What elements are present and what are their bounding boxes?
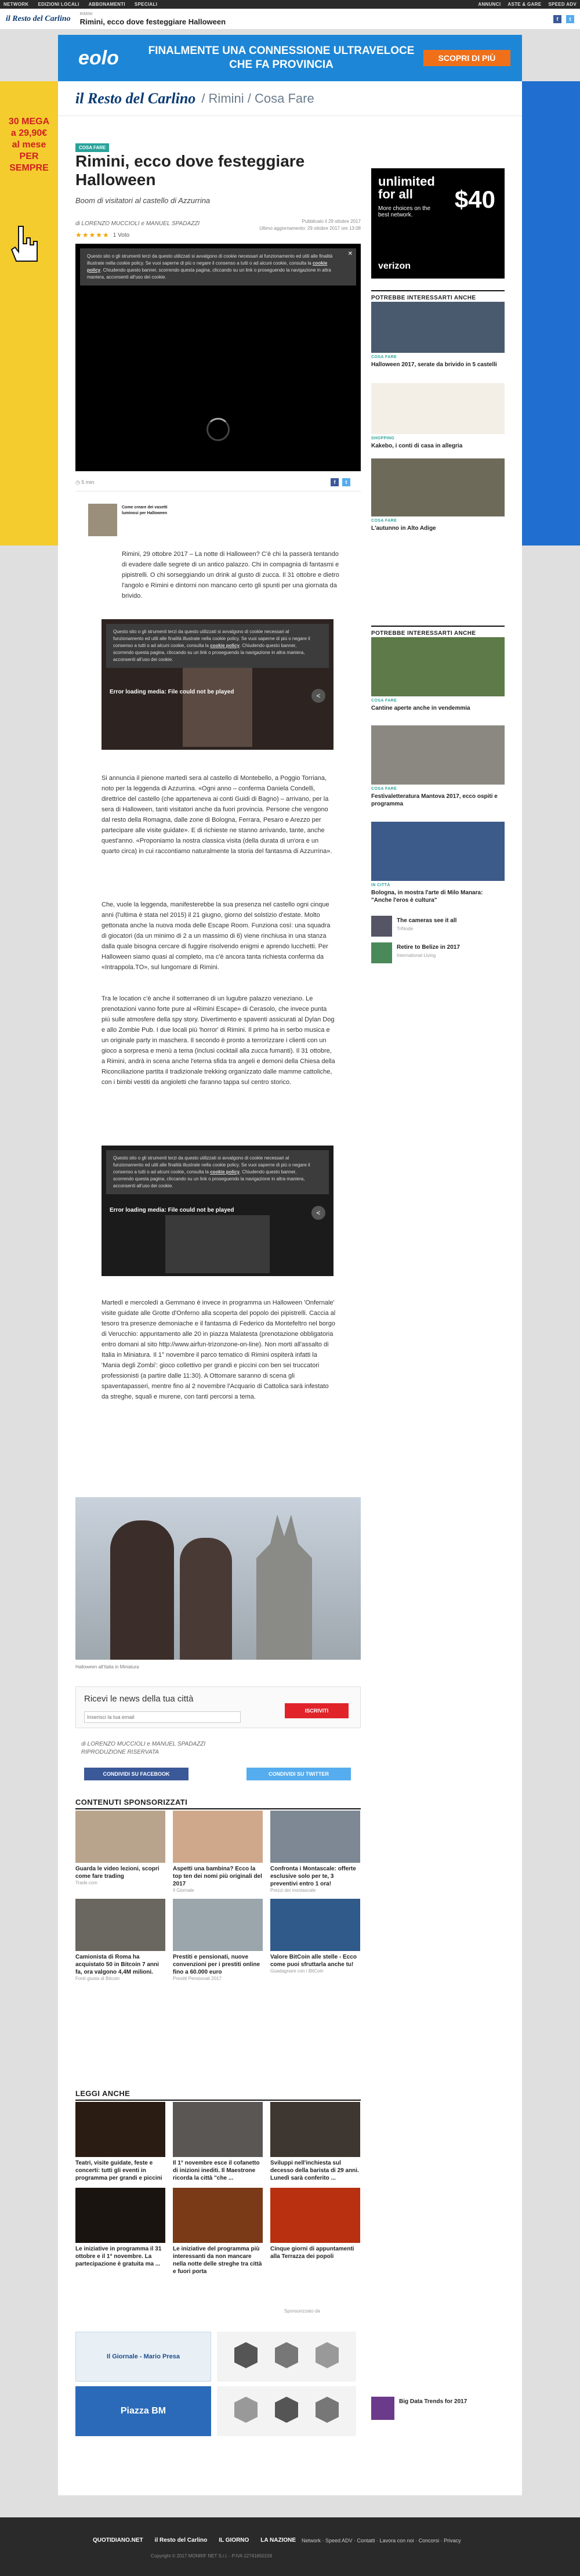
site-logo[interactable]: il Resto del Carlino [75,89,196,107]
sponsored-card[interactable]: Aspetti una bambina? Ecco la top ten dei nomi più originali del 2017 Il Giornale [173,1811,263,1893]
net-item[interactable]: NETWORK [3,2,29,7]
article-authors: di LORENZO MUCCIOLI e MANUEL SPADAZZI [75,221,200,227]
newsletter-email-input[interactable] [84,1711,241,1723]
photo-cathedral [249,1515,319,1660]
sponsored-card[interactable]: Confronta i Montascale: offerte esclusive solo per te, 3 preventivi entro 1 ora! Prezzi dei montascale [270,1811,360,1893]
topbar-title: Rimini, ecco dove festeggiare Halloween [79,17,226,26]
rating-stars[interactable]: ★★★★★ [75,231,110,239]
network-bar [0,0,580,9]
sponsored-card[interactable]: Valore BitCoin alle stelle - Ecco come puoi sfruttarla anche tu! Guadagnare con i BitCoin [270,1899,360,1981]
paragraph-5: Martedì e mercoledì a Gemmano è invece in programma un Halloween 'Onfernale' visite guidate alle Grotte d'Onferno alla scoperta del popolo dei pipistrelli. Caccia al tesoro tra presenze demoniache e il fantasma di Federico da Montefeltro nel borgo di Verucchio: appuntamento alle 20 in piazza Malatesta (prenotazione obbligatoria entro domani al sito http://www.airfun-trizonzone-on-line). Non morti all'assalto di Italia in Miniatura. Il 1° novembre il parco tematico di Rimini ospiterà infatti la 'Mania degli Zombi': gioco collettivo per grandi e piccini con ben sei truccatori professionisti (a partire dalle 11:30). A Ottomare saranno di scena gli spaventapasseri, mentre fino al 2 novembre l'Acquario di Cattolica sarà infestato da streghe, squali e murene, con tanti percorsi a tema. [102,1299,336,1400]
skin-ad-right[interactable] [522,81,580,545]
sidebar-item-title[interactable]: Bologna, in mostra l'arte di Milo Manara: "Anche l'eros è cultura" [371,890,483,904]
divider [75,491,361,492]
banner-brand: eolo [78,46,119,69]
net-item[interactable]: ASTE & GARE [507,2,542,7]
sponsored-card[interactable]: Guarda le video lezioni, scopri come fare trading Trade.com [75,1811,165,1893]
sidebar-item-title[interactable]: Kakebo, i conti di casa in allegria [371,443,463,449]
footer-links[interactable]: Network · Speed ADV · Contatti · Lavora con noi · Concorsi · Privacy [302,2538,461,2544]
read-also-card[interactable]: Sviluppi nell'inchiesta sul decesso della barista di 29 anni. Lunedì sarà conferito ... [270,2102,360,2182]
paragraph-2: Si annuncia il pienone martedì sera al castello di Montebello, a Poggio Torriana, noto per la leggenda di Azzurrina. «Ogni anno – conferma Daniela Condelli, direttrice del castello (che apparteneva ai conti Guidi di Bagno) – arrivano, per la sera di Halloween, tanti visitatori anche da fuori provincia. Persone che vengono dal resto della Romagna, dalle zone di Bologna, Ferrara, Pesaro e Arezzo per partecipare alle visite guidate». E di richieste ne stanno arrivando, tante, anche quest'anno. «Proponiamo la nostra classica visita (della durata di un'ora e un quarto circa) in cui raccontiamo naturalmente la storia del fantasma di Azzurrina». [102,775,332,855]
sidebar-ad-verizon[interactable]: unlimited for all More choices on the best network. $40 verizon [371,168,505,279]
net-item[interactable]: SPECIALI [134,2,158,7]
skin-left-price: 30 MEGA a 29,90€ al mese PER SEMPRE [8,117,50,173]
published-date: Pubblicato il 29 ottobre 2017 [302,219,361,224]
net-item[interactable]: ABBONAMENTI [88,2,125,7]
video-error: Error loading media: File could not be played [110,689,234,695]
footer-brand[interactable]: LA NAZIONE [260,2537,296,2544]
bottom-ad-3-thumb[interactable] [371,2397,394,2420]
net-item[interactable]: SPEED ADV [548,2,577,7]
read-also-card[interactable]: Le iniziative del programma più interessanti da non mancare nella notte delle streghe tra città e fuori porta [173,2188,263,2275]
share-icon[interactable]: < [311,1206,325,1220]
sidebar-item-cat: COSA FARE [371,699,397,703]
article-subtitle: Boom di visitatori al castello di Azzurrina [75,196,211,205]
net-item[interactable]: ANNUNCI [478,2,501,7]
section-breadcrumb[interactable]: / Rimini / Cosa Fare [201,91,314,106]
sidebar-item-title[interactable]: Halloween 2017, serate da brivido in 5 castelli [371,362,497,368]
paragraph-3: Che, vuole la leggenda, manifesterebbe la sua presenza nel castello ogni cinque anni (l'ultima è stata nel 2015) il 21 giugno, giorno del solstizio d'estate. Molto gettonata anche la nuova moda delle Escape Room. Funziona così: una squadra di giocatori (da un minimo di 2 a un massimo di 6) viene rinchiusa in una stanza dalla quale bisogna cercare di fuggire risolvendo enigmi e aprendo lucchetti. Per Halloween siamo quasi al completo, ma c'è ancora tanta richiesta conferma da «Intrappola.TO», sul lungomare di Rimini. [102,901,331,971]
bottom-ad-2[interactable]: Piazza BM [75,2386,211,2436]
net-item[interactable]: EDIZIONI LOCALI [38,2,79,7]
main-video-player[interactable] [75,244,361,471]
hand-cursor-icon [7,221,42,267]
sidebar-item-cat: SHOPPING [371,436,395,440]
sidebar-thumb[interactable] [371,458,505,516]
cookie-policy-link[interactable]: cookie policy [87,261,328,273]
share-facebook-icon[interactable]: f [331,478,339,486]
article-photo[interactable] [75,1497,361,1660]
footer-copyright: Copyright © 2017 MONRIF NET S.r.l. - P.IVA 12741650159 [151,2553,273,2559]
sidebar-ad-thumb[interactable] [371,916,392,937]
sidebar-section-1: POTREBBE INTERESSARTI ANCHE [371,290,505,301]
photo-person [110,1520,174,1660]
sponsored-by: Sponsorizzato da [284,2308,320,2314]
bottom-ad-pattern[interactable] [217,2386,356,2436]
share-facebook-button[interactable]: CONDIVIDI SU FACEBOOK [84,1768,188,1780]
video-frame [165,1215,270,1273]
sidebar-section-2: POTREBBE INTERESSARTI ANCHE [371,626,505,637]
close-icon[interactable]: ✕ [347,251,353,257]
footer-brand[interactable]: il Resto del Carlino [154,2537,208,2544]
share-icon[interactable]: < [311,689,325,703]
facebook-icon[interactable]: f [553,15,561,23]
cookie-banner: Questo sito o gli strumenti terzi da questo utilizzati si avvalgono di cookie necessari al funzionamento ed utili alle finalità illustrate nella cookie policy. Se vuoi saperne di più o negare il consenso a tutti o ad alcuni cookie, consulta la cookie policy. Chiudendo questo banner, scorrendo questa pagina, cliccando su un link o proseguendo la navigazione in altra maniera, acconsenti all'uso dei cookie. ✕ [80,248,356,286]
reserved-notice: RIPRODUZIONE RISERVATA [81,1749,159,1755]
sponsored-card[interactable]: Camionista di Roma ha acquistato 50 in Bitcoin 7 anni fa, ora valgono 4,4M milioni. Fonti giusta di Bitcoin [75,1899,165,1981]
sidebar-item-title[interactable]: L'autunno in Alto Adige [371,525,436,532]
video-player-2[interactable]: Questo sito o gli strumenti terzi da questo utilizzati si avvalgono di cookie necessari al funzionamento ed utili alle finalità illustrate nella cookie policy. Se vuoi saperne di più o negare il consenso a tutti o ad alcuni cookie, consulta la cookie policy. Chiudendo questo banner, scorrendo questa pagina, cliccando su un link o proseguendo la navigazione in altra maniera, acconsenti all'uso dei cookie. Error loading media: File could not be played < [102,619,334,750]
read-also-title: LEGGI ANCHE [75,2089,361,2101]
sidebar-thumb[interactable] [371,302,505,353]
sidebar-ad-title[interactable]: Retire to Belize in 2017 [397,944,460,951]
updated-date: Ultimo aggiornamento: 29 ottobre 2017 ore 13:08 [259,226,361,231]
site-logo-small[interactable]: il Resto del Carlino [6,14,71,23]
sidebar-thumb[interactable] [371,637,505,696]
newsletter-box [75,1686,361,1728]
sponsored-title: CONTENUTI SPONSORIZZATI [75,1798,361,1809]
banner-cta-button[interactable]: SCOPRI DI PIÙ [423,50,510,66]
paragraph-1: Rimini, 29 ottobre 2017 – La notte di Halloween? C'è chi la passerà tentando di evadere dalle segrete di un antico palazzo. Chi in compagnia di fantasmi e pipistrelli. O chi sorseggiando un drink al gusto di zucca. Il 31 ottobre e dietro l'angolo e Rimini e dintorni non mancano certo gli spunti per una giornata da brivido. [122,551,339,599]
site-footer [0,2517,580,2576]
sidebar-thumb[interactable] [371,383,505,434]
subscribe-button[interactable]: ISCRIVITI [285,1703,349,1718]
category-tag[interactable]: COSA FARE [75,142,109,152]
sidebar-ad-source: International Living [397,953,436,958]
photo-caption: Halloween all'Italia in Miniatura [75,1664,139,1670]
read-also-card[interactable]: Teatri, visite guidate, feste e concerti: tutti gli eventi in programma per grandi e piccini [75,2102,165,2182]
article-footer-authors: di LORENZO MUCCIOLI e MANUEL SPADAZZI [81,1741,206,1747]
newsletter-title: Ricevi le news della tua città [84,1694,194,1704]
banner-message: FINALMENTE UNA CONNESSIONE ULTRAVELOCE CHE FA PROVINCIA [148,45,415,71]
bottom-ad-1[interactable]: Il Giornale - Mario Presa [75,2332,211,2382]
footer-brand[interactable]: QUOTIDIANO.NET [93,2537,143,2544]
top-banner-ad[interactable] [58,35,522,81]
sidebar-thumb[interactable] [371,725,505,785]
paragraph-4: Tra le location c'è anche il sotterraneo di un lugubre palazzo veneziano. Le prenotazioni vanno forte pure al «Rimini Escape» di Cerasolo, che invece punta più sulle atmosfere della spy story. Divertimento e spaventi assicurati al Dylan Dog e allo Zombie Pub. I due locali più 'horror' di Rimini. Il primo ha in serbo musica e un originale party in maschera. Il secondo è pronto a terrorizzare i clienti con un gioco a sorpresa e menù a tema (inclusi cocktail alla zucca fumanti). Il 31 ottobre, a Rimini, andrà in scena anche l'eterna sfida tra angeli e demoni della Chiesa della Riconciliazione partita il tradizionale trekking organizzato dalle mamme cattoliche, con i bimbi vestiti da angioletti che faranno tappa sul centro storico. [102,995,335,1086]
article-title: Rimini, ecco dove festeggiare Halloween [75,152,305,189]
sponsored-grid [75,1811,361,1981]
sidebar-item-title[interactable]: Cantine aperte anche in vendemmia [371,705,470,711]
votes-count: 1 Voto [113,232,130,239]
read-also-card[interactable]: Cinque giorni di appuntamenti alla Terrazza dei popoli [270,2188,360,2275]
sticky-topbar [0,9,580,30]
sidebar-thumb[interactable] [371,822,505,881]
share-twitter-icon[interactable]: t [342,478,350,486]
photo-person [180,1538,232,1660]
read-also-card[interactable]: Le iniziative in programma il 31 ottobre e il 1° novembre. La partecipazione è gratuita ma ... [75,2188,165,2275]
sidebar-item-cat: COSA FARE [371,519,397,523]
read-also-card[interactable]: Il 1° novembre esce il cofanetto di inizioni inediti. Il Maestrone ricorda la città "che ... [173,2102,263,2182]
video-error: Error loading media: File could not be played [110,1207,234,1213]
sponsored-card[interactable]: Prestiti e pensionati, nuove convenzioni per i prestiti online fino a 60.000 euro Prestiti Pensionati 2017 [173,1899,263,1981]
site-header [58,81,522,116]
sidebar-ad-title[interactable]: The cameras see it all [397,917,457,924]
related-title[interactable]: Come creare dei vasetti luminosi per Halloween [122,505,168,515]
share-twitter-button[interactable]: CONDIVIDI SU TWITTER [246,1768,351,1780]
sidebar-item-cat: COSA FARE [371,787,397,791]
bottom-ad-3[interactable]: Big Data Trends for 2017 [399,2398,467,2405]
sidebar-item-title[interactable]: Festivaletteratura Mantova 2017, ecco ospiti e programma [371,793,498,807]
topbar-crumb[interactable]: RIMINI [79,12,93,16]
loading-spinner-icon [206,418,230,441]
sidebar-ad-thumb[interactable] [371,942,392,963]
video-player-3[interactable]: Questo sito o gli strumenti terzi da questo utilizzati si avvalgono di cookie necessari al funzionamento ed utili alle finalità illustrate nella cookie policy. Se vuoi saperne di più o negare il consenso a tutti o ad alcuni cookie, consulta la cookie policy. Chiudendo questo banner, scorrendo questa pagina, cliccando su un link o proseguendo la navigazione in altra maniera, acconsenti all'uso dei cookie. Error loading media: File could not be played < [102,1146,334,1276]
bottom-ad-pattern[interactable] [217,2332,356,2382]
twitter-icon[interactable]: t [566,15,574,23]
read-also-grid [75,2102,361,2275]
sidebar-item-cat: IN CITTÀ [371,883,390,887]
related-thumbnail[interactable] [88,504,117,536]
sidebar-ad-source: TriNode [397,926,414,931]
sidebar-item-cat: COSA FARE [371,355,397,359]
footer-brand[interactable]: IL GIORNO [219,2537,249,2544]
reading-time: ◷ 5 min [75,479,95,485]
